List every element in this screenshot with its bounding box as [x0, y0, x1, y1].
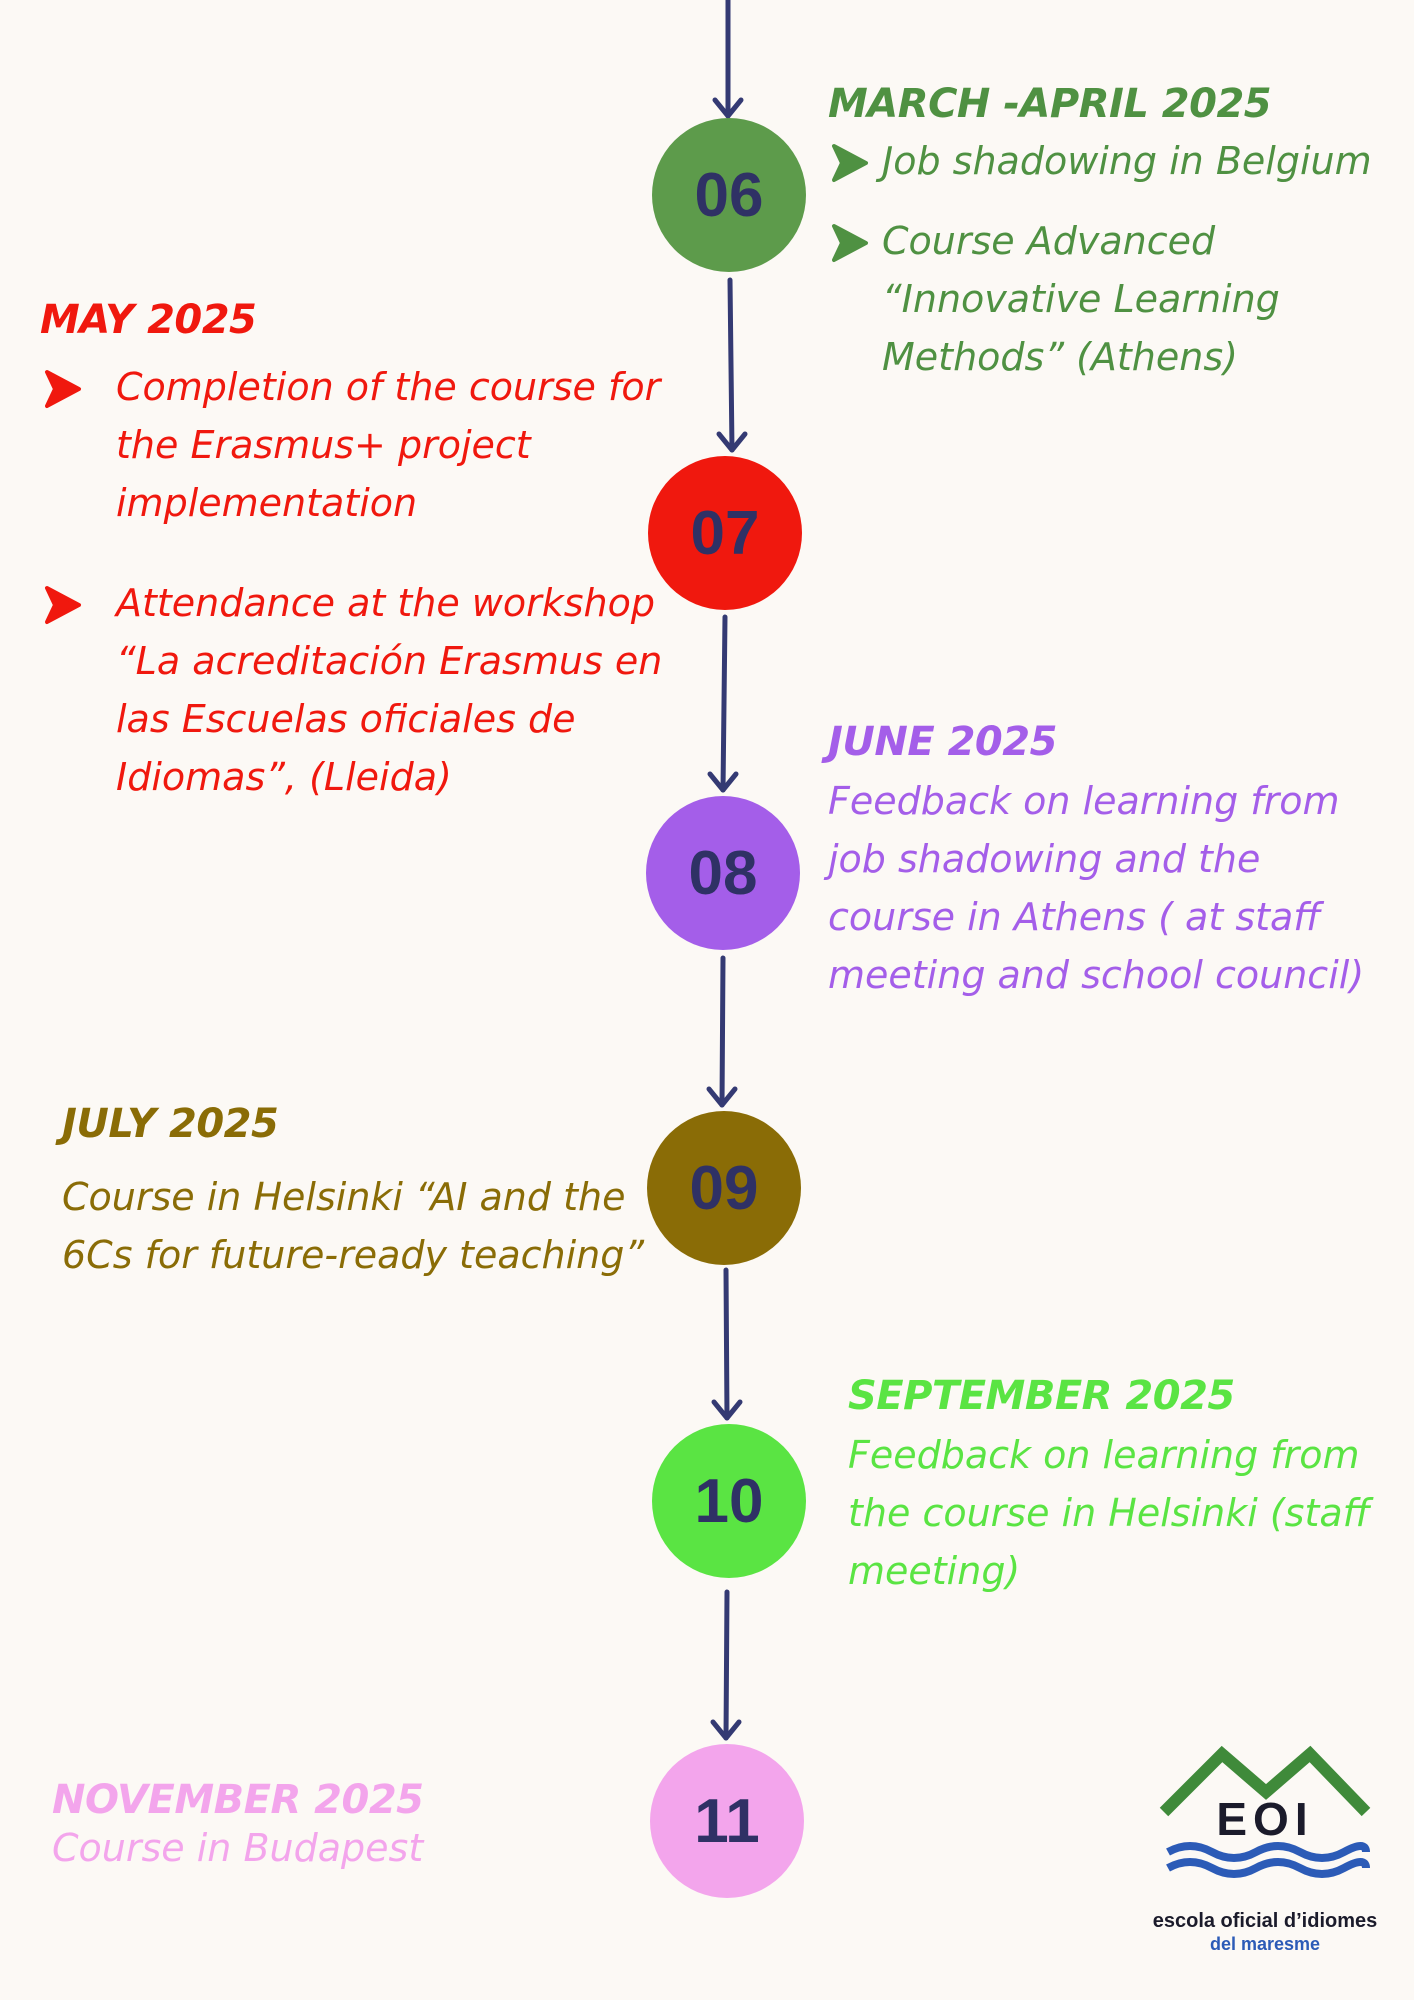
milestone-number: 07 [690, 498, 760, 568]
play-arrow-icon [830, 222, 870, 264]
entry-bullet-item [828, 132, 1398, 190]
logo-line1: escola oficial d’idiomes [1152, 1910, 1378, 1932]
milestone-number: 10 [694, 1466, 764, 1536]
milestone-number: 06 [694, 160, 764, 230]
milestone-number: 09 [689, 1153, 759, 1223]
entry-item-text: Attendance at the workshop “La acreditación Erasmus en las Escuelas oficiales de Idiomas”, (Lleida) [116, 581, 663, 799]
entry-bullet-item [828, 212, 1398, 386]
entry-heading: MAY 2025 [40, 297, 257, 343]
entry-heading: SEPTEMBER 2025 [848, 1373, 1235, 1419]
milestone-11 [650, 1744, 804, 1898]
entry-text: Course in Budapest [52, 1826, 424, 1870]
entry-bullet-item [40, 574, 680, 806]
entry-heading: JUNE 2025 [828, 719, 1057, 765]
milestone-10 [652, 1424, 806, 1578]
milestone-number: 08 [688, 838, 758, 908]
connector-10-11 [726, 1592, 727, 1738]
connector-06-07 [730, 280, 732, 450]
entry-heading: JULY 2025 [62, 1101, 279, 1147]
milestone-08 [646, 796, 800, 950]
entry-may [40, 296, 680, 806]
entry-heading: MARCH -APRIL 2025 [828, 81, 1272, 127]
milestone-number: 11 [694, 1786, 760, 1856]
play-arrow-icon [42, 368, 84, 410]
entry-september [848, 1372, 1398, 1600]
entry-july [62, 1100, 662, 1284]
connector-09-10 [726, 1270, 727, 1418]
milestone-09 [647, 1111, 801, 1265]
entry-text: Feedback on learning from the course in Helsinki (staff meeting) [848, 1433, 1371, 1593]
play-arrow-icon [830, 142, 870, 184]
entry-bullet-item [40, 358, 680, 532]
entry-november [52, 1776, 612, 1872]
entry-heading: NOVEMBER 2025 [52, 1777, 424, 1823]
entry-text: Course in Helsinki “AI and the 6Cs for future-ready teaching” [62, 1175, 645, 1277]
entry-item-text: Course Advanced “Innovative Learning Methods” (Athens) [882, 219, 1280, 379]
entry-march-april [828, 80, 1398, 386]
play-arrow-icon [42, 584, 84, 626]
connector-07-08 [723, 617, 725, 790]
entry-item-text: Job shadowing in Belgium [882, 139, 1372, 183]
entry-item-text: Completion of the course for the Erasmus+ project implementation [116, 365, 661, 525]
eoi-logo [1150, 1740, 1380, 1960]
logo-line2: del maresme [1209, 1934, 1321, 1954]
milestone-06 [652, 118, 806, 272]
connector-08-09 [722, 958, 723, 1105]
logo-letters: EOI [1216, 1793, 1314, 1845]
entry-june [828, 718, 1398, 1004]
entry-text: Feedback on learning from job shadowing and the course in Athens ( at staff meeting and school council) [828, 779, 1365, 997]
